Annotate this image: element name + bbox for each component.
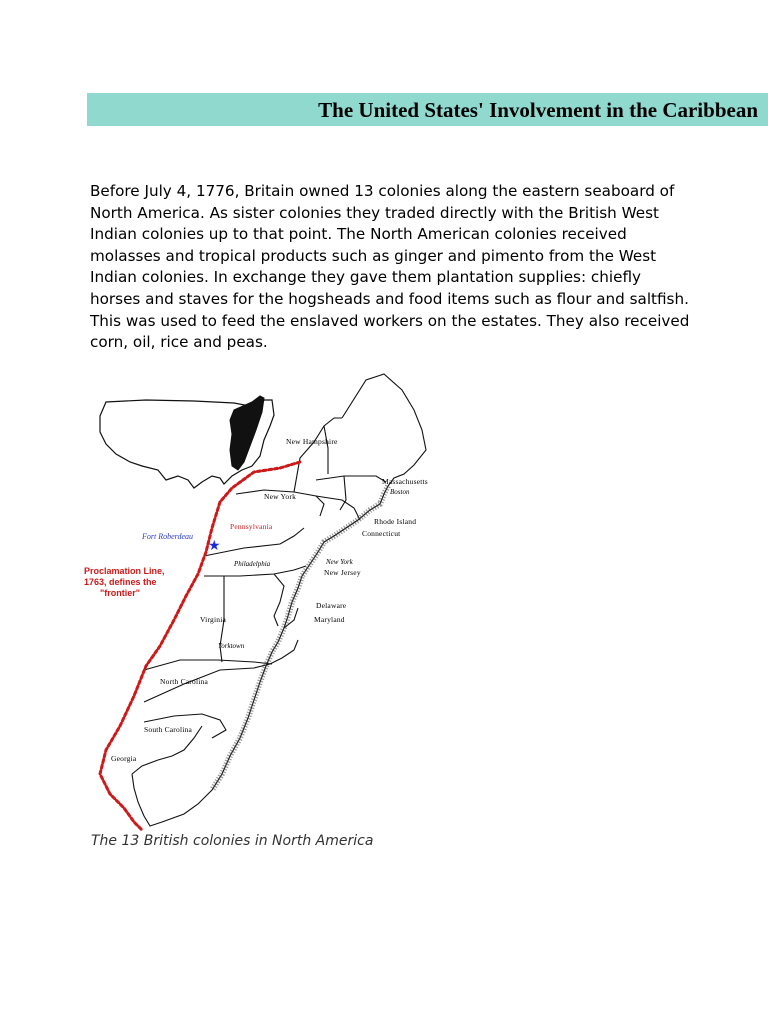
fort-roberdeau-star-icon: ★ [208, 538, 221, 554]
label-maryland: Maryland [314, 615, 345, 624]
label-new-hampshire: New Hampshire [286, 437, 338, 446]
colonies-map [84, 370, 444, 832]
label-rhode-island: Rhode Island [374, 517, 417, 526]
label-philadelphia: Philadelphia [234, 560, 271, 568]
proclamation-label-line-3: "frontier" [100, 588, 141, 598]
proclamation-label-line-1: Proclamation Line, [84, 566, 165, 576]
label-north-carolina: North Carolina [160, 677, 208, 686]
label-delaware: Delaware [316, 601, 347, 610]
us-inset-map [100, 396, 274, 488]
label-boston: Boston [390, 488, 410, 496]
label-yorktown: Yorktown [218, 642, 245, 650]
label-virginia: Virginia [200, 615, 227, 624]
label-new-jersey: New Jersey [324, 568, 361, 577]
proclamation-line [100, 462, 300, 830]
label-georgia: Georgia [111, 754, 137, 763]
map-caption: The 13 British colonies in North America [91, 833, 374, 849]
label-new-york-state: New York [264, 492, 297, 501]
proclamation-label [84, 566, 165, 598]
proclamation-label-line-2: 1763, defines the [84, 577, 157, 587]
intro-paragraph: Before July 4, 1776, Britain owned 13 colonies along the eastern seaboard of North America. As sister colonies they traded directly with the British West Indian colonies up to that point. The North American colonies received molasses and tropical products such as ginger and pimento from the West Indian colonies. In exchange they gave them plantation supplies: chiefly horses and staves for the hogsheads and food items such as flour and saltfish. This was used to feed the enslaved workers on the estates. They also received corn, oil, rice and peas. [90, 182, 690, 352]
label-new-york-city: New York [326, 558, 353, 566]
label-south-carolina: South Carolina [144, 725, 193, 734]
page-title: The United States' Involvement in the Caribbean [318, 98, 758, 122]
label-massachusetts: Massachusetts [382, 477, 428, 486]
label-fort-roberdeau: Fort Roberdeau [142, 532, 194, 541]
label-connecticut: Connecticut [362, 529, 401, 538]
label-pennsylvania: Pennsylvania [230, 522, 273, 531]
title-bar [87, 93, 768, 126]
